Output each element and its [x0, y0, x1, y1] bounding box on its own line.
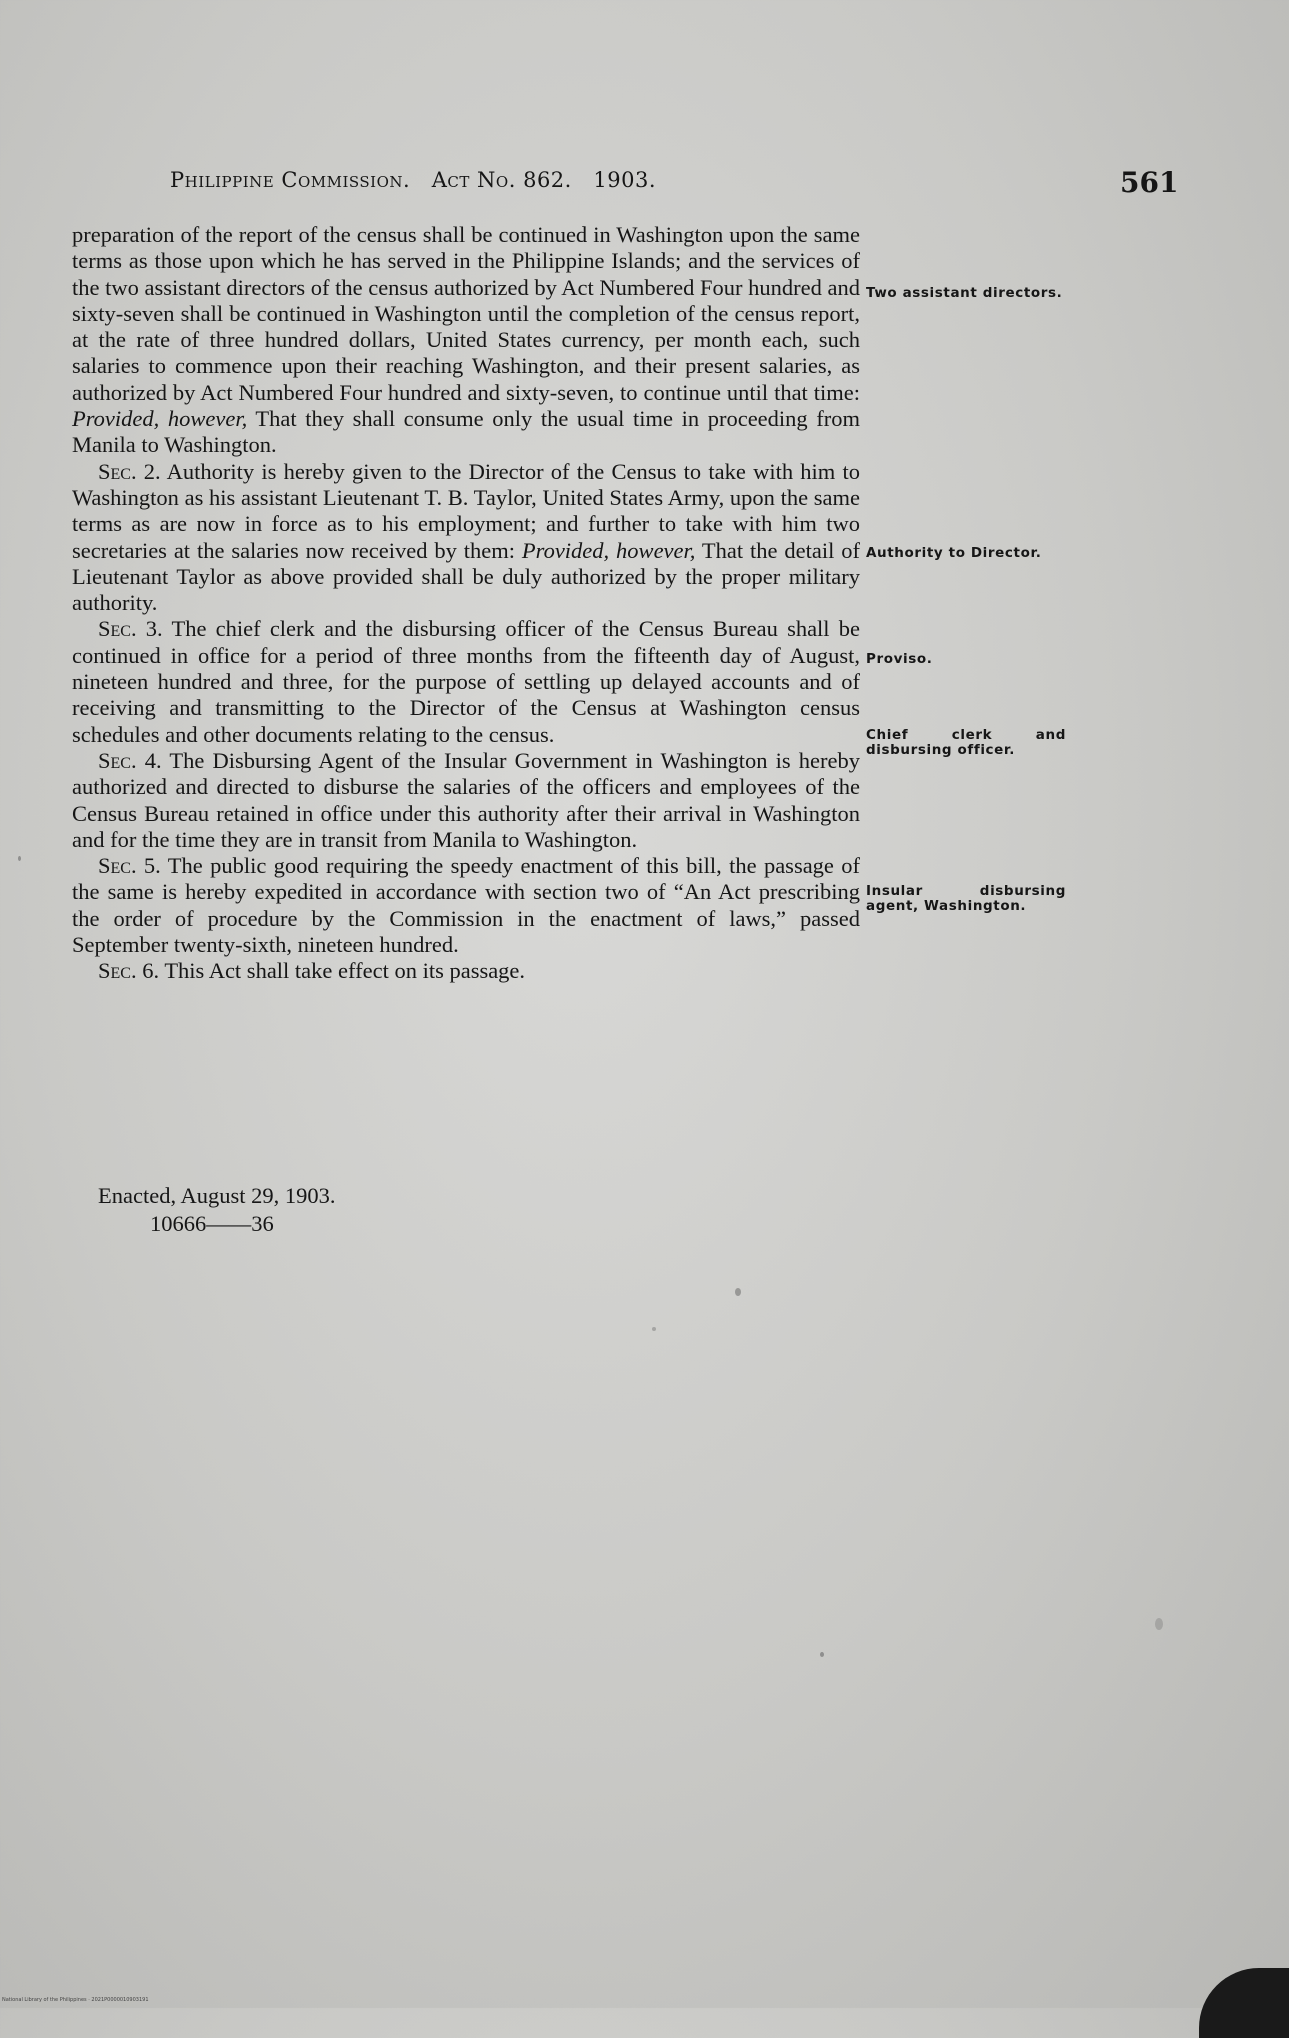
scan-speck	[820, 1652, 824, 1657]
scan-speck	[1155, 1618, 1163, 1630]
printer-mark: 10666——36	[150, 1211, 274, 1236]
section-5: Sec. 5. The public good requiring the speedy enactment of this bill, the passage of the same is hereby expedited in accordance with section two of “An Act prescribing the order of procedure by the Commission in the enactment of laws,” passed September twenty-sixth, nineteen hundred.	[72, 853, 861, 958]
scan-credit: National Library of the Philippines · 2021P0000010903191	[2, 1997, 149, 2003]
section-6: Sec. 6. This Act shall take effect on its passage.	[98, 958, 526, 984]
proviso-italic: Provided, however,	[521, 537, 696, 563]
scan-speck	[18, 856, 21, 861]
section-3: Sec. 3. The chief clerk and the disbursing officer of the Census Bureau shall be continued in office for a period of three months from the fifteenth day of August, nineteen hundred and three, for the purpose of settling up delayed accounts and of receiving and transmitting to the Director of the Census at Washington census schedules and other documents relating to the census.	[72, 616, 860, 747]
paragraph-continued: preparation of the report of the census shall be continued in Washington upon the same terms as those upon which he has served in the Philippine Islands; and the services of the two assistant directors of the census authorized by Act Numbered Four hundred and sixty-seven shall be continued in Washington until the completion of the census report, at the rate of three hundred dollars, United States currency, per month each, such salaries to commence upon their reaching Washington, and their present salaries, as authorized by Act Numbered Four hundred and sixty-seven, to continue until that time: Provided, however, That they shall consume only the usual time in proceeding from Manila to Washington.	[72, 222, 860, 458]
running-head-act: Act No. 862.	[431, 168, 572, 192]
enacted-date: Enacted, August 29, 1903.	[98, 1183, 336, 1208]
running-head	[170, 168, 656, 192]
section-2: Sec. 2. Authority is hereby given to the Director of the Census to take with him to Washington as his assistant Lieutenant T. B. Taylor, United States Army, upon the same terms as are now in force as to his employment; and further to take with him two secretaries at the salaries now received by them: Provided, however, That the detail of Lieutenant Taylor as above provided shall be duly authorized by the proper military authority.	[72, 458, 861, 616]
margin-note-chief-clerk: Chief clerk and disbursing officer.	[866, 727, 1066, 758]
scan-speck	[735, 1288, 741, 1296]
running-head-year: 1903.	[593, 168, 656, 192]
scan-edge-shadow	[1199, 1968, 1289, 2038]
margin-note-disbursing-agent: Insular disbursing agent, Washington.	[866, 883, 1066, 914]
section-label: Sec. 4.	[98, 747, 162, 773]
margin-note-authority: Authority to Director.	[866, 545, 1042, 561]
section-label: Sec. 5.	[98, 853, 161, 879]
section-label: Sec. 3.	[98, 616, 163, 642]
page-number: 561	[1120, 166, 1179, 199]
margin-note-proviso: Proviso.	[866, 651, 933, 667]
proviso-italic: Provided, however,	[72, 406, 248, 432]
section-label: Sec. 2.	[98, 458, 161, 484]
running-head-title: Philippine Commission.	[170, 168, 411, 192]
margin-note-assistant-directors: Two assistant directors.	[866, 285, 1063, 301]
scan-speck	[652, 1327, 656, 1331]
section-4: Sec. 4. The Disbursing Agent of the Insular Government in Washington is hereby authorized and directed to disburse the salaries of the officers and employees of the Census Bureau retained in office under this authority after their arrival in Washington and for the time they are in transit from Manila to Washington.	[72, 747, 861, 852]
act-body	[72, 222, 860, 985]
section-label: Sec. 6.	[98, 958, 160, 984]
